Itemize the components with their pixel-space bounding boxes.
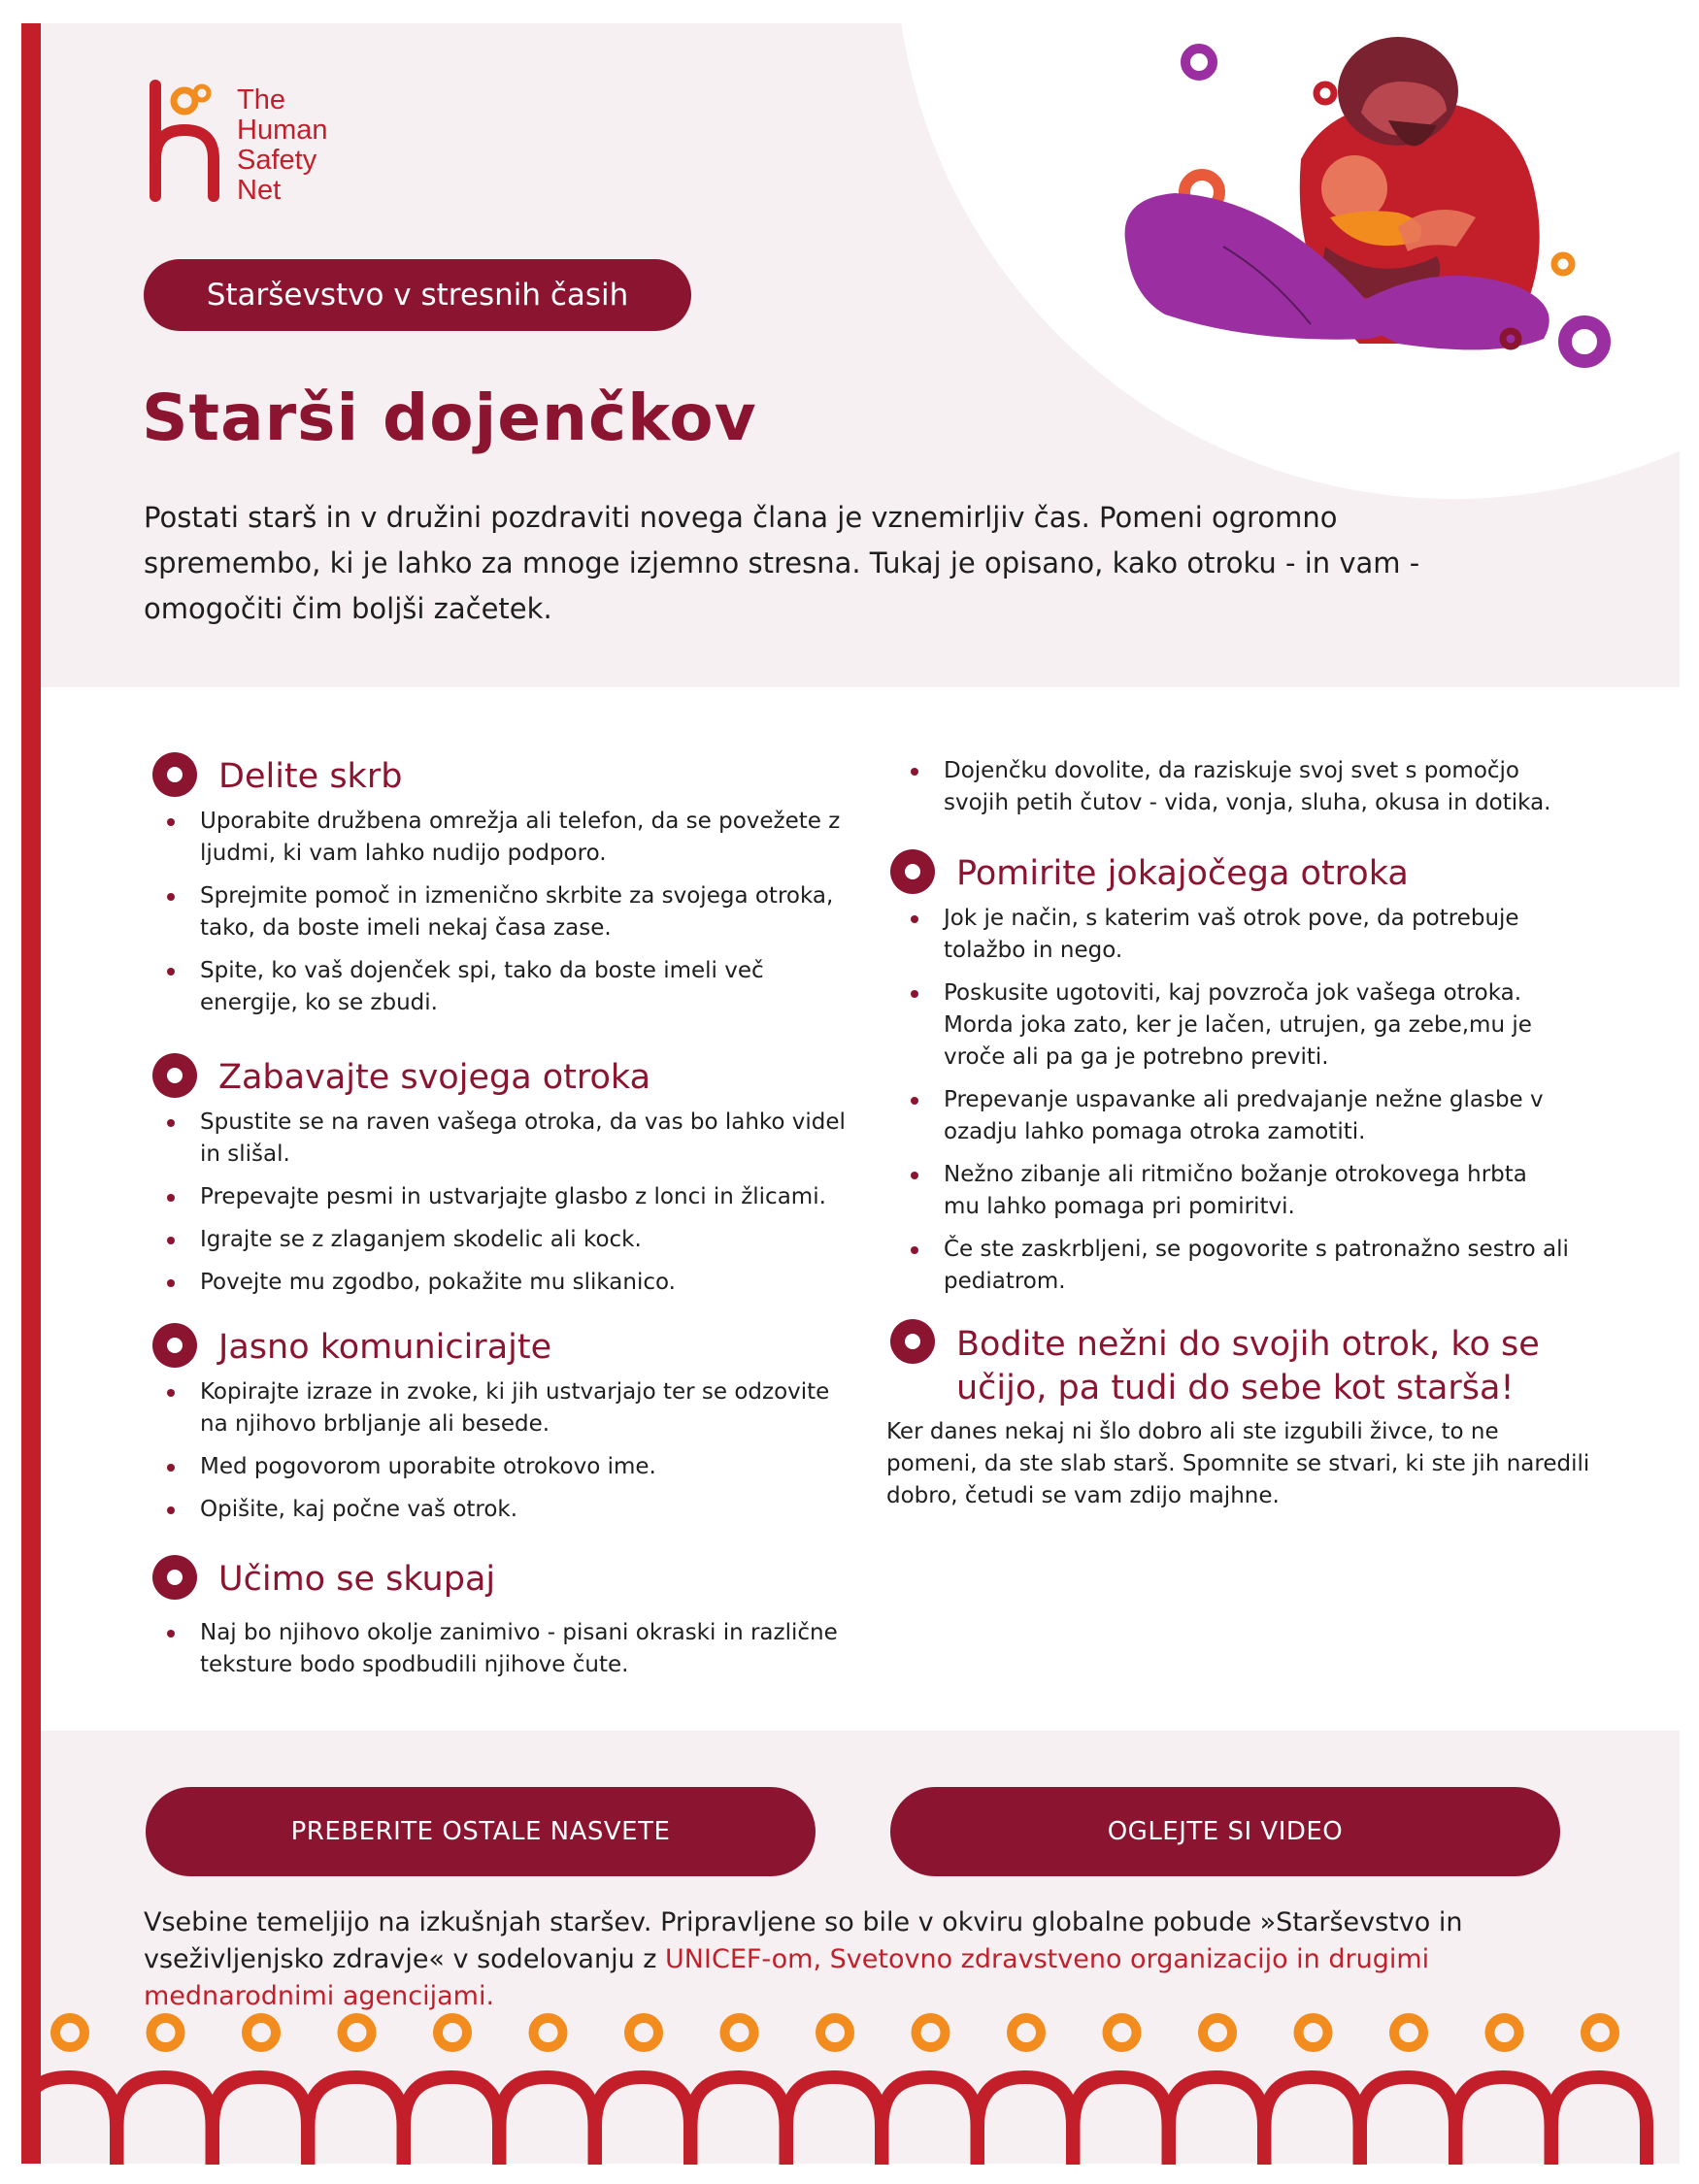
list-item: Prepevanje uspavanke ali predvajanje nežne glasbe v ozadju lahko pomaga otroka zamotiti. [909,1084,1569,1148]
arch-shape [786,2077,882,2165]
bullet-ring-icon [152,1053,197,1098]
ring-icon [151,2018,181,2047]
list-item: Med pogovorom uporabite otrokovo ime. [165,1451,845,1483]
be-kind-text: Ker danes nekaj ni šlo dobro ali ste izgubili živce, to ne pomeni, da ste slab starš. Spomnite se stvari, ki ste jih naredili dobro, četudi se vam zdijo majhne. [886,1419,1590,1508]
section-be-kind-heading [890,1323,1540,1410]
ring-icon [55,2018,84,2047]
arch-shape [1456,2077,1551,2165]
ring-row [55,2018,1615,2047]
section-learn-heading [152,1559,495,1600]
list-item: Poskusite ugotoviti, kaj povzroča jok vašega otroka. Morda joka zato, ker je lačen, utrujen, ga zebe,mu je vroče ali pa ga je potrebno previti. [909,977,1569,1074]
ring-icon [725,2018,754,2047]
decorative-border-pattern [41,2009,1680,2165]
logo-line: The [237,84,285,116]
bullet-ring-icon [152,1555,197,1600]
list-item: Povejte mu zgodbo, pokažite mu slikanico. [165,1267,864,1299]
list-item: Spustite se na raven vašega otroka, da vas bo lahko videl in slišal. [165,1107,864,1171]
section-title: Učimo se skupaj [218,1560,496,1599]
arch-shape [213,2077,308,2165]
arch-shape [1551,2077,1647,2165]
section-share-care-heading [152,756,402,797]
section-soothe-heading [890,853,1409,894]
section-play-heading [152,1057,650,1098]
footer-note [144,1904,1610,2015]
ring-icon [916,2018,946,2047]
arch-shape [117,2077,213,2165]
arch-shape [691,2077,786,2165]
intro-paragraph: Postati starš in v družini pozdraviti novega člana je vznemirljiv čas. Pomeni ogromno spremembo, ki je lahko za mnoge izjemno stresna. Tukaj je opisano, kako otroku - in vam - omogočiti čim boljši začetek. [144,501,1420,625]
list-item: Če ste zaskrbljeni, se pogovorite s patronažno sestro ali pediatrom. [909,1234,1569,1298]
section-title-line: Bodite nežni do svojih otrok, ko se [956,1325,1540,1364]
learn-continued-list [909,755,1588,830]
arch-shape [500,2077,595,2165]
logo-wordmark [237,85,328,206]
watch-video-button[interactable]: OGLEJTE SI VIDEO [890,1787,1560,1876]
section-title: Pomirite jokajočega otroka [956,854,1409,893]
footer-note-text: Vsebine temeljijo na izkušnjah staršev. Pripravljene so bile v okviru globalne pobude »Starševstvo in vseživljenjsko zdravje« v sodelovanju z [144,1907,1463,1974]
logo-line: Safety [237,145,317,176]
arch-shape [1074,2077,1169,2165]
bullet-ring-icon [890,1319,935,1364]
bullet-ring-icon [152,1323,197,1368]
list-item: Opišite, kaj počne vaš otrok. [165,1494,845,1526]
arch-shape [595,2077,690,2165]
arch-shape [309,2077,404,2165]
ring-icon [1108,2018,1137,2047]
arch-shape [404,2077,499,2165]
share-care-list [165,806,845,1030]
section-title-line: učijo, pa tudi do sebe kot starša! [956,1369,1515,1407]
arch-shape [1169,2077,1264,2165]
ring-icon [247,2018,276,2047]
list-item: Nežno zibanje ali ritmično božanje otrokovega hrbta mu lahko pomaga pri pomiritvi. [909,1159,1569,1223]
partners-link[interactable]: UNICEF-om, Svetovno zdravstveno organizacijo in drugimi mednarodnimi agencijami. [144,1944,1430,2011]
list-item: Jok je način, s katerim vaš otrok pove, da potrebuje tolažbo in nego. [909,903,1569,967]
ring-icon [1490,2018,1519,2047]
ring-icon [1203,2018,1232,2047]
read-more-tips-button[interactable]: PREBERITE OSTALE NASVETE [146,1787,816,1876]
communicate-list [165,1376,845,1537]
left-accent-bar [21,23,41,2164]
section-communicate-heading [152,1327,551,1368]
arch-shape [883,2077,978,2165]
list-item: Sprejmite pomoč in izmenično skrbite za svojega otroka, tako, da boste imeli nekaj časa zase. [165,880,845,944]
list-item: Prepevajte pesmi in ustvarjajte glasbo z lonci in žlicami. [165,1181,864,1213]
ring-icon [1585,2018,1615,2047]
list-item: Spite, ko vaš dojenček spi, tako da boste imeli več energije, ko se zbudi. [165,955,845,1019]
bullet-ring-icon [152,752,197,797]
soothe-list [909,903,1569,1308]
list-item: Igrajte se z zlaganjem skodelic ali kock. [165,1224,864,1256]
section-title [956,1323,1540,1410]
logo-line: Net [237,175,282,206]
list-item: Naj bo njihovo okolje zanimivo - pisani okraski in različne teksture bodo spodbudili njihove čute. [165,1617,845,1681]
arch-shape [1265,2077,1360,2165]
ring-icon [343,2018,372,2047]
section-title: Delite skrb [218,757,403,796]
ring-icon [534,2018,563,2047]
learn-list [165,1617,845,1692]
arch-shape [978,2077,1073,2165]
ring-icon [629,2018,658,2047]
ring-icon [1012,2018,1041,2047]
ring-icon [438,2018,467,2047]
list-item: Kopirajte izraze in zvoke, ki jih ustvarjajo ter se odzovite na njihovo brbljanje ali besede. [165,1376,845,1440]
arch-shape [1360,2077,1455,2165]
arch-shape [41,2077,117,2165]
list-item: Uporabite družbena omrežja ali telefon, da se povežete z ljudmi, ki vam lahko nudijo podporo. [165,806,845,870]
ring-icon [1299,2018,1328,2047]
list-item: Dojenčku dovolite, da raziskuje svoj svet s pomočjo svojih petih čutov - vida, vonja, sluha, okusa in dotika. [909,755,1588,819]
section-title: Zabavajte svojega otroka [218,1058,651,1097]
ring-icon [820,2018,850,2047]
page-title: Starši dojenčkov [142,381,757,455]
play-list [165,1107,864,1309]
bullet-ring-icon [890,849,935,894]
ring-icon [1394,2018,1423,2047]
series-badge: Starševstvo v stresnih časih [144,259,691,331]
section-title: Jasno komunicirajte [218,1328,552,1367]
parent-baby-illustration [1107,23,1680,431]
arch-row [41,2077,1647,2165]
logo-line: Human [237,115,328,146]
